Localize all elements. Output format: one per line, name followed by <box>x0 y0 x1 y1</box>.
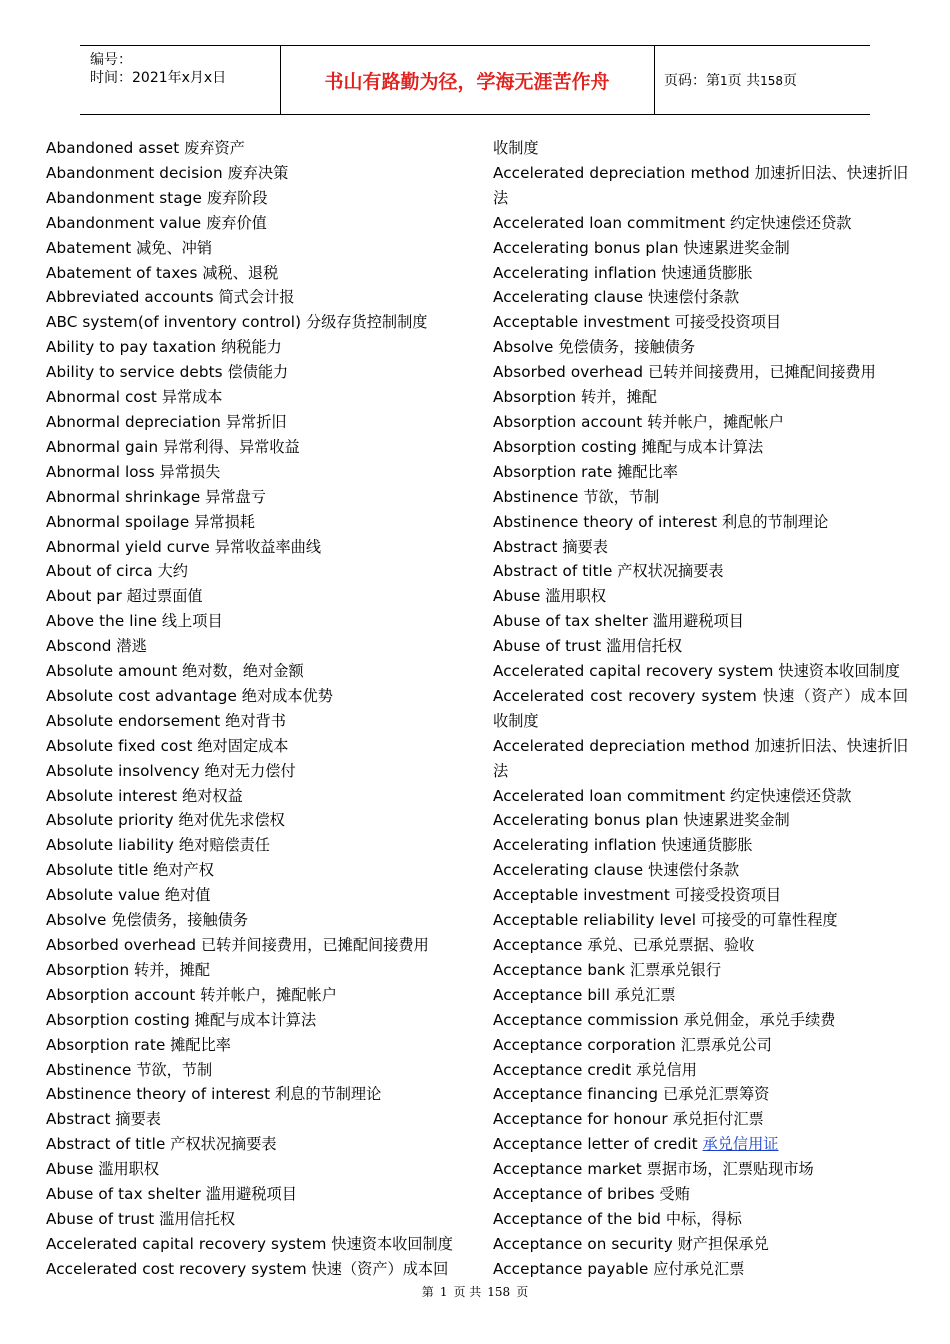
term-chinese: 异常收益率曲线 <box>214 537 322 556</box>
term-chinese: 票据市场，汇票贴现市场 <box>646 1160 814 1179</box>
term-chinese: 加速折旧法、快速折旧法 <box>493 163 909 207</box>
term-english: Abnormal gain <box>46 437 159 456</box>
term-english: Acceptance financing <box>493 1085 659 1104</box>
page-footer <box>0 1283 950 1300</box>
glossary-entry <box>46 1157 466 1182</box>
term-chinese: 可接受投资项目 <box>674 313 782 332</box>
term-chinese: 废弃资产 <box>184 139 245 157</box>
footer-suffix: 页 <box>516 1285 529 1299</box>
term-chinese: 废弃价值 <box>206 213 267 232</box>
term-chinese: 简式会计报 <box>218 288 295 307</box>
glossary-entry <box>493 510 908 535</box>
term-english: Abuse of tax shelter <box>46 1185 201 1204</box>
term-english: Acceptance market <box>493 1160 642 1179</box>
glossary-entry <box>46 1033 466 1058</box>
glossary-entry <box>46 1058 466 1083</box>
term-chinese: 快速累进奖金制 <box>683 811 790 830</box>
glossary-entry <box>493 734 908 784</box>
glossary-entry <box>493 385 908 410</box>
term-chinese: 滥用避税项目 <box>205 1185 297 1204</box>
glossary-entry <box>46 1207 466 1232</box>
term-chinese: 绝对赔偿责任 <box>178 836 270 855</box>
term-english: Abstract of title <box>46 1135 166 1154</box>
term-english: Acceptable investment <box>493 313 670 332</box>
term-english: Abnormal loss <box>46 462 155 481</box>
glossary-entry <box>493 1232 908 1257</box>
term-english: Accelerated depreciation method <box>493 736 750 755</box>
term-english: Abnormal depreciation <box>46 412 222 431</box>
term-chinese: 产权状况摘要表 <box>170 1135 277 1154</box>
term-english: Absolute priority <box>46 811 174 830</box>
term-english: Accelerated depreciation method <box>493 163 750 182</box>
term-english: Absorption rate <box>46 1035 166 1054</box>
glossary-entry <box>46 136 466 161</box>
term-english: Accelerating bonus plan <box>493 811 679 830</box>
glossary-entry <box>46 285 466 310</box>
term-chinese: 承兑汇票 <box>614 985 676 1004</box>
term-chinese: 快速通货膨胀 <box>661 263 753 282</box>
glossary-entry <box>493 883 908 908</box>
term-chinese: 产权状况摘要表 <box>617 562 724 581</box>
term-chinese: 摊配比率 <box>170 1035 231 1054</box>
term-english: Absolute liability <box>46 836 174 855</box>
term-english: Accelerated cost recovery system <box>493 686 757 705</box>
term-chinese: 转并，摊配 <box>581 388 657 407</box>
term-english: Abatement of taxes <box>46 263 198 282</box>
term-english: Absolute title <box>46 861 149 880</box>
term-chinese: 异常利得、异常收益 <box>163 437 300 456</box>
glossary-entry <box>46 435 466 460</box>
term-english: Abandonment decision <box>46 163 223 182</box>
term-chinese: 滥用信托权 <box>159 1209 236 1228</box>
term-english: Absolute cost advantage <box>46 686 237 705</box>
glossary-entry <box>46 1232 466 1257</box>
glossary-entry <box>493 1132 908 1157</box>
glossary-entry <box>493 858 908 883</box>
term-english: Acceptance bank <box>493 960 626 979</box>
glossary-entry <box>46 908 466 933</box>
glossary-entry <box>46 535 466 560</box>
term-english: Ability to service debts <box>46 363 223 382</box>
term-english: Abstinence <box>493 487 579 506</box>
term-english: Absorption rate <box>493 462 613 481</box>
term-chinese: 绝对数，绝对金额 <box>182 662 304 681</box>
term-chinese: 承兑信用 <box>636 1060 697 1079</box>
term-english: Accelerating bonus plan <box>493 238 679 257</box>
term-english: Acceptance bill <box>493 985 611 1004</box>
glossary-entry <box>493 983 908 1008</box>
glossary-entry <box>493 958 908 983</box>
term-english: Accelerating inflation <box>493 263 657 282</box>
glossary-entry <box>46 161 466 186</box>
term-english: Abstinence <box>46 1060 132 1079</box>
footer-mid: 页 共 <box>453 1285 482 1299</box>
term-chinese: 免偿债务，接触债务 <box>558 338 696 357</box>
term-chinese: 废弃决策 <box>227 163 289 182</box>
term-english: Abnormal yield curve <box>46 537 210 556</box>
term-english: Abuse of tax shelter <box>493 612 648 631</box>
term-chinese: 纳税能力 <box>221 338 282 357</box>
term-english: Absorption <box>46 960 130 979</box>
term-english: Acceptable investment <box>493 886 670 905</box>
glossary-entry <box>46 983 466 1008</box>
term-chinese: 绝对背书 <box>225 711 286 730</box>
glossary-entry <box>46 186 466 211</box>
term-english: Absolute fixed cost <box>46 736 193 755</box>
term-chinese: 约定快速偿还贷款 <box>729 213 852 232</box>
term-english: Absorbed overhead <box>493 363 644 382</box>
term-chinese: 绝对固定成本 <box>197 736 289 755</box>
glossary-entry <box>46 559 466 584</box>
term-english: Acceptable reliability level <box>493 911 697 930</box>
time-label: 时间：2021年x月x日 <box>90 70 227 86</box>
term-chinese: 承兑、已承兑票据、验收 <box>587 936 755 954</box>
term-english: Absorption account <box>493 412 643 431</box>
glossary-entry <box>493 1082 908 1107</box>
term-chinese: 已转并间接费用，已摊配间接费用 <box>647 363 876 382</box>
glossary-entry <box>493 634 908 659</box>
term-chinese: 快速资本收回制度 <box>331 1234 453 1253</box>
term-english: Accelerated capital recovery system <box>493 662 774 681</box>
term-english: Ability to pay taxation <box>46 338 217 357</box>
term-english: About of circa <box>46 562 153 581</box>
glossary-entry <box>46 609 466 634</box>
term-english: Absolve <box>46 911 107 930</box>
term-english: Abstract of title <box>493 562 613 581</box>
term-english: Absolute amount <box>46 662 178 681</box>
glossary-entry <box>493 360 908 385</box>
term-chinese: 转并，摊配 <box>134 960 210 979</box>
glossary-entry <box>46 734 466 759</box>
term-english: Abandonment value <box>46 213 202 232</box>
glossary-entry <box>493 535 908 560</box>
glossary-entry <box>493 435 908 460</box>
term-english: Absolute insolvency <box>46 761 200 780</box>
term-chinese: 减免、冲销 <box>136 238 213 257</box>
glossary-entry <box>46 1107 466 1132</box>
glossary-entry <box>46 485 466 510</box>
term-chinese: 绝对产权 <box>153 861 214 880</box>
glossary-entry <box>46 833 466 858</box>
glossary-entry <box>493 161 908 211</box>
glossary-entry <box>46 335 466 360</box>
glossary-right-column <box>493 136 908 1282</box>
term-chinese: 滥用避税项目 <box>652 612 744 631</box>
footer-prefix: 第 <box>421 1285 434 1299</box>
glossary-left-column <box>46 136 466 1282</box>
term-chinese: 快速（资产）成本回收制度 <box>493 686 909 730</box>
term-chinese: 汇票承兑银行 <box>629 960 722 979</box>
term-english: Acceptance on security <box>493 1234 673 1253</box>
glossary-entry <box>493 1257 908 1282</box>
term-chinese: 已转并间接费用，已摊配间接费用 <box>200 936 429 954</box>
term-english: Acceptance commission <box>493 1010 679 1029</box>
term-english: Abstract <box>493 537 558 556</box>
term-english: Absolute endorsement <box>46 711 221 730</box>
term-chinese: 异常盘亏 <box>205 487 266 506</box>
glossary-entry <box>493 261 908 286</box>
term-english: About par <box>46 587 122 606</box>
term-chinese: 财产担保承兑 <box>677 1234 769 1253</box>
term-english: Absolute value <box>46 886 161 905</box>
term-english: Accelerating inflation <box>493 836 657 855</box>
glossary-entry <box>493 559 908 584</box>
motto-text: 书山有路勤为径，学海无涯苦作舟 <box>324 71 610 93</box>
term-chinese: 约定快速偿还贷款 <box>729 786 852 805</box>
footer-page-total: 158 <box>487 1285 511 1299</box>
glossary-entry <box>493 1182 908 1207</box>
term-chinese: 免偿债务，接触债务 <box>111 911 249 930</box>
term-chinese: 快速资本收回制度 <box>778 662 900 681</box>
glossary-entry <box>493 410 908 435</box>
glossary-entry <box>493 1107 908 1132</box>
term-chinese: 摘要表 <box>115 1110 161 1129</box>
term-chinese: 异常损失 <box>159 462 221 481</box>
glossary-entry <box>46 584 466 609</box>
term-chinese: 异常成本 <box>161 388 223 407</box>
term-english: Absorption costing <box>46 1010 190 1029</box>
term-chinese: 利息的节制理论 <box>274 1085 382 1104</box>
glossary-entry <box>46 1132 466 1157</box>
term-chinese: 线上项目 <box>161 612 223 631</box>
term-english: Acceptance for honour <box>493 1110 668 1129</box>
term-english: Acceptance of bribes <box>493 1185 655 1204</box>
term-chinese: 加速折旧法、快速折旧法 <box>493 736 909 780</box>
term-chinese: 滥用职权 <box>545 587 606 606</box>
glossary-entry <box>493 933 908 958</box>
term-chinese: 绝对值 <box>164 886 211 905</box>
glossary-entry <box>493 485 908 510</box>
page-number: 1 <box>720 74 728 88</box>
term-chinese: 异常损耗 <box>194 512 255 531</box>
term-english: Abuse of trust <box>46 1209 155 1228</box>
term-chinese: 快速通货膨胀 <box>661 836 753 855</box>
term-english: Abuse <box>46 1160 94 1179</box>
glossary-entry <box>46 1082 466 1107</box>
term-chinese: 摊配与成本计算法 <box>194 1010 317 1029</box>
term-chinese: 潜逃 <box>116 637 147 656</box>
glossary-entry <box>46 410 466 435</box>
term-chinese: 收制度 <box>493 139 539 157</box>
term-english: ABC system(of inventory control) <box>46 313 302 332</box>
glossary-entry <box>46 1257 466 1282</box>
term-chinese: 偿债能力 <box>227 363 289 382</box>
glossary-entry <box>493 335 908 360</box>
term-chinese: 减税、退税 <box>202 263 279 282</box>
glossary-entry <box>493 609 908 634</box>
term-chinese: 摊配与成本计算法 <box>641 437 764 456</box>
footer-page-number: 1 <box>439 1285 448 1299</box>
page-mid: 页 共 <box>727 73 761 89</box>
glossary-entry <box>493 285 908 310</box>
header-meta-cell <box>80 46 281 114</box>
term-chinese: 汇票承兑公司 <box>680 1035 772 1054</box>
glossary-entry <box>493 1058 908 1083</box>
term-english: Abscond <box>46 637 112 656</box>
term-chinese: 绝对权益 <box>182 786 243 805</box>
term-chinese: 大约 <box>157 562 188 581</box>
glossary-entry <box>46 808 466 833</box>
term-chinese: 废弃阶段 <box>206 188 268 207</box>
term-chinese: 滥用信托权 <box>606 637 683 656</box>
term-chinese-link[interactable]: 承兑信用证 <box>702 1135 779 1154</box>
term-english: Acceptance of the bid <box>493 1209 662 1228</box>
glossary-entry <box>46 709 466 734</box>
term-english: Abbreviated accounts <box>46 288 214 307</box>
term-chinese: 承兑佣金，承兑手续费 <box>683 1010 836 1029</box>
glossary-entry <box>46 261 466 286</box>
glossary-entry <box>46 460 466 485</box>
glossary-entry <box>493 211 908 236</box>
term-chinese: 可接受投资项目 <box>674 886 782 905</box>
glossary-entry <box>493 1207 908 1232</box>
glossary-entry <box>46 858 466 883</box>
term-english: Absorbed overhead <box>46 936 197 954</box>
term-english: Absorption account <box>46 985 196 1004</box>
term-english: Accelerating clause <box>493 861 644 880</box>
glossary-entry <box>46 1182 466 1207</box>
term-chinese: 节欲，节制 <box>136 1060 213 1079</box>
term-english: Accelerated capital recovery system <box>46 1234 327 1253</box>
glossary-entry <box>46 385 466 410</box>
term-english: Absorption costing <box>493 437 637 456</box>
term-english: Accelerated cost recovery system <box>46 1259 307 1278</box>
term-english: Acceptance payable <box>493 1259 649 1278</box>
glossary-entry <box>493 310 908 335</box>
page-suffix: 页 <box>783 73 797 89</box>
term-english: Abstinence theory of interest <box>493 512 718 531</box>
document-header <box>80 45 870 115</box>
term-chinese: 承兑拒付汇票 <box>672 1110 764 1129</box>
term-chinese: 中标，得标 <box>665 1209 742 1228</box>
term-english: Acceptance credit <box>493 1060 632 1079</box>
term-chinese: 分级存货控制制度 <box>305 313 428 332</box>
term-english: Abuse <box>493 587 541 606</box>
glossary-entry <box>493 136 908 161</box>
serial-label: 编号： <box>90 52 132 68</box>
term-english: Abandonment stage <box>46 188 202 207</box>
term-english: Absolute interest <box>46 786 178 805</box>
glossary-entry <box>493 236 908 261</box>
term-chinese: 节欲，节制 <box>583 487 660 506</box>
term-english: Accelerating clause <box>493 288 644 307</box>
page-total: 158 <box>760 74 783 88</box>
glossary-entry <box>46 360 466 385</box>
term-chinese: 绝对无力偿付 <box>204 761 296 780</box>
term-english: Accelerated loan commitment <box>493 786 726 805</box>
glossary-entry <box>493 1033 908 1058</box>
glossary-entry <box>46 1008 466 1033</box>
glossary-entry <box>46 883 466 908</box>
glossary-entry <box>493 808 908 833</box>
term-english: Acceptance letter of credit <box>493 1135 698 1154</box>
header-page-info <box>664 72 797 90</box>
glossary-entry <box>46 236 466 261</box>
term-chinese: 受贿 <box>659 1185 690 1204</box>
term-chinese: 摘要表 <box>562 537 608 556</box>
glossary-entry <box>493 684 908 734</box>
term-english: Abnormal cost <box>46 388 157 407</box>
term-english: Absorption <box>493 388 577 407</box>
term-chinese: 利息的节制理论 <box>721 512 829 531</box>
glossary-entry <box>493 584 908 609</box>
term-english: Abandoned asset <box>46 139 180 157</box>
term-english: Above the line <box>46 612 158 631</box>
glossary-entry <box>46 510 466 535</box>
glossary-entry <box>46 958 466 983</box>
glossary-entry <box>493 1008 908 1033</box>
header-motto-cell <box>280 46 655 114</box>
term-chinese: 摊配比率 <box>617 462 678 481</box>
term-chinese: 快速累进奖金制 <box>683 238 790 257</box>
term-english: Abstract <box>46 1110 111 1129</box>
term-chinese: 可接受的可靠性程度 <box>700 911 838 930</box>
term-chinese: 应付承兑汇票 <box>653 1259 745 1278</box>
term-chinese: 已承兑汇票筹资 <box>663 1085 770 1104</box>
term-english: Acceptance <box>493 936 583 954</box>
glossary-entry <box>493 833 908 858</box>
term-chinese: 绝对成本优势 <box>241 686 333 705</box>
term-chinese: 转并帐户，摊配帐户 <box>647 412 784 431</box>
glossary-entry <box>46 759 466 784</box>
glossary-entry <box>46 684 466 709</box>
glossary-entry <box>46 310 466 335</box>
term-chinese: 快速偿付条款 <box>648 288 740 307</box>
term-chinese: 快速（资产）成本回 <box>311 1259 449 1278</box>
header-page-cell <box>654 46 870 114</box>
term-chinese: 滥用职权 <box>98 1160 159 1179</box>
term-english: Abuse of trust <box>493 637 602 656</box>
glossary-entry <box>46 933 466 958</box>
term-chinese: 异常折旧 <box>225 412 287 431</box>
glossary-entry <box>46 211 466 236</box>
glossary-entry <box>46 784 466 809</box>
term-english: Acceptance corporation <box>493 1035 676 1054</box>
term-english: Abatement <box>46 238 132 257</box>
term-english: Abstinence theory of interest <box>46 1085 271 1104</box>
term-chinese: 快速偿付条款 <box>648 861 740 880</box>
term-chinese: 超过票面值 <box>126 587 203 606</box>
page-prefix: 页码：第 <box>664 73 720 89</box>
term-english: Abnormal spoilage <box>46 512 190 531</box>
term-english: Absolve <box>493 338 554 357</box>
term-chinese: 绝对优先求偿权 <box>178 811 285 830</box>
glossary-entry <box>46 634 466 659</box>
term-chinese: 转并帐户，摊配帐户 <box>200 985 337 1004</box>
term-english: Abnormal shrinkage <box>46 487 201 506</box>
glossary-entry <box>493 659 908 684</box>
glossary-entry <box>493 460 908 485</box>
glossary-entry <box>493 908 908 933</box>
glossary-entry <box>493 784 908 809</box>
glossary-entry <box>493 1157 908 1182</box>
term-english: Accelerated loan commitment <box>493 213 726 232</box>
glossary-entry <box>46 659 466 684</box>
